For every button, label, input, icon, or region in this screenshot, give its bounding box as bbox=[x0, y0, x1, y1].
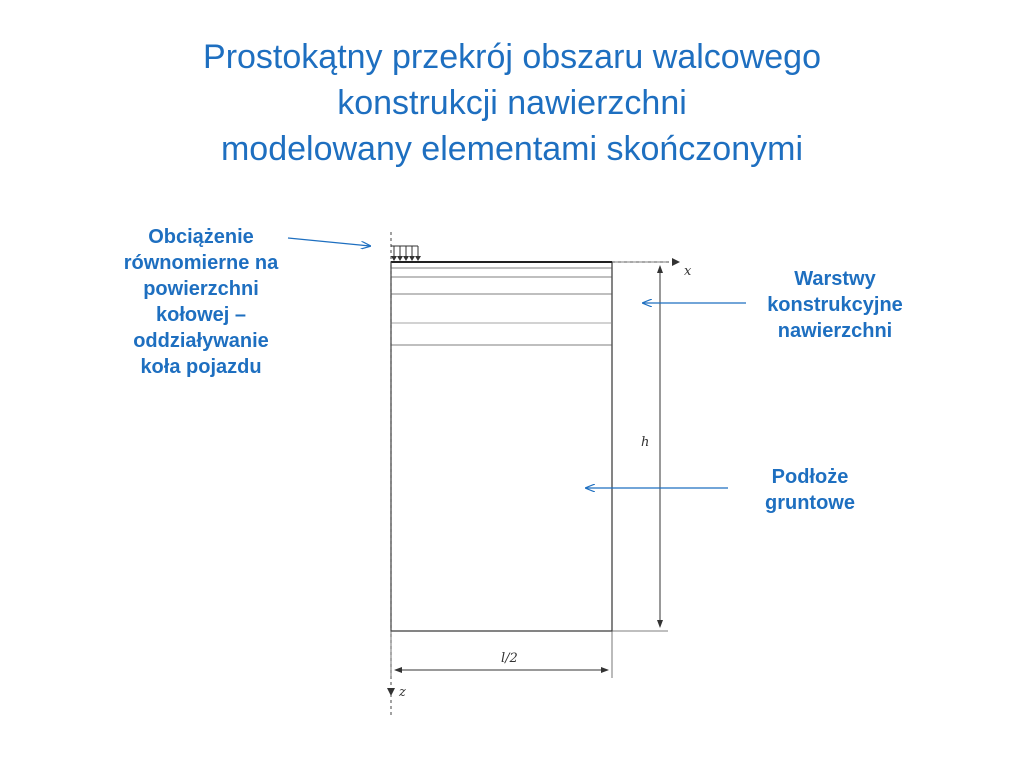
x-axis-label: x bbox=[684, 264, 692, 279]
height-label: h bbox=[641, 435, 650, 450]
title-line-1: Prostokątny przekrój obszaru walcowego bbox=[203, 38, 821, 76]
load-callout-arrow bbox=[288, 238, 370, 246]
layers-label-line: konstrukcyjne bbox=[767, 294, 903, 316]
title-line-3: modelowany elementami skończonymi bbox=[220, 130, 804, 168]
load-label-line: kołowej – bbox=[155, 304, 247, 326]
load-label-line: Obciążenie bbox=[148, 226, 254, 248]
load-label-line: oddziaływanie bbox=[133, 330, 269, 352]
subgrade-label-line: Podłoże bbox=[771, 466, 849, 488]
load-label-line: równomierne na bbox=[123, 252, 279, 274]
subgrade-label-line: gruntowe bbox=[765, 492, 855, 514]
load-label-line: powierzchni bbox=[143, 278, 259, 300]
load-arrows bbox=[391, 246, 421, 261]
title-line-2: konstrukcji nawierzchni bbox=[337, 84, 687, 122]
section-rectangle bbox=[391, 262, 612, 631]
z-axis-arrow bbox=[387, 688, 395, 696]
layers-label-line: nawierzchni bbox=[777, 320, 893, 342]
layers-label-line: Warstwy bbox=[794, 268, 876, 290]
z-axis-label: z bbox=[399, 685, 406, 700]
load-label-line: koła pojazdu bbox=[140, 356, 262, 378]
x-axis-arrow bbox=[672, 258, 680, 266]
width-label: l/2 bbox=[501, 651, 518, 666]
